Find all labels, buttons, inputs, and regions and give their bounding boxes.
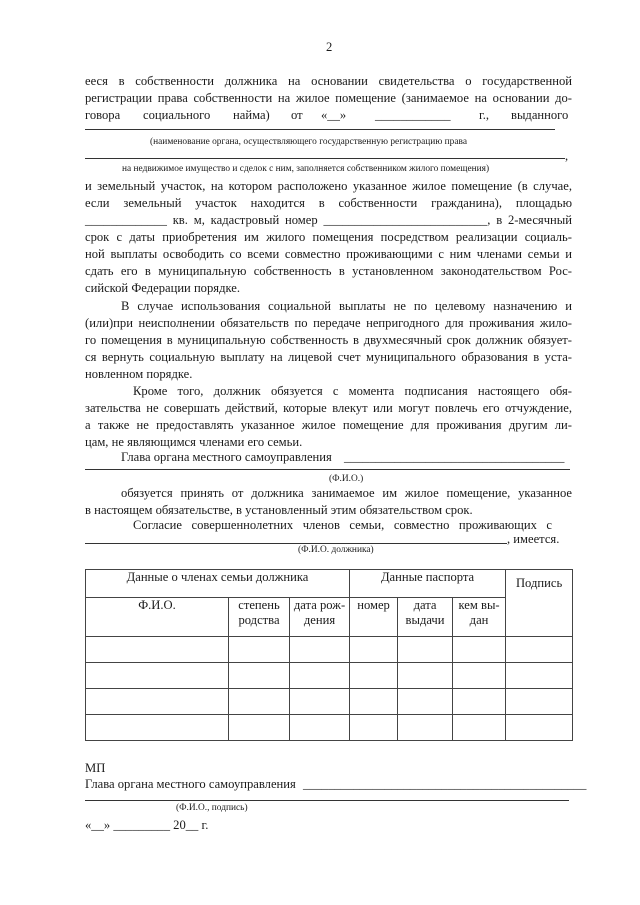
footer-signature-line: [85, 800, 569, 801]
table-cell: [350, 689, 398, 715]
para1-line8: срок с даты приобретения им жилого помещения посредством реализации социаль-: [85, 230, 572, 244]
footer-head-field: _____________________________________________: [303, 777, 587, 791]
para3-line2: зательства не совершать действий, которые влекут или могут повлечь его отчуждение,: [85, 401, 572, 415]
table-cell: [398, 637, 453, 663]
para4-line1: обязуется принять от должника занимаемое им жилое помещение, указанное: [121, 486, 572, 500]
table-cell: [229, 689, 290, 715]
header-relation: [229, 598, 290, 637]
from-word: от: [291, 108, 303, 122]
footer-date-line: «__» _________ 20__ г.: [85, 818, 209, 832]
fio-caption: (Ф.И.О.): [329, 474, 364, 484]
table-cell: [350, 663, 398, 689]
header-passport-data: Данные паспорта: [350, 570, 506, 598]
header-issued-by: [453, 598, 506, 637]
caption-real-estate: на недвижимое имущество и сделок с ним, заполняется собственником жилого помещения): [122, 164, 490, 174]
table-cell: [506, 715, 573, 741]
table-cell: [398, 689, 453, 715]
para3-line4: цам, не являющимся членами его семьи.: [85, 435, 303, 449]
table-cell: [86, 689, 229, 715]
table-cell: [229, 715, 290, 741]
year-abbr: г.,: [479, 108, 490, 122]
day-field: «__»: [321, 108, 347, 122]
table-header-row-2: [86, 598, 573, 637]
head-field: ___________________________________: [344, 450, 565, 464]
footer-caption: (Ф.И.О., подпись): [176, 803, 248, 813]
table-row: [86, 689, 573, 715]
para1-line3: [85, 107, 572, 124]
para2-line2: (или)при неисполнении обязательств по передаче непригодного для проживания жило-: [85, 316, 572, 330]
page-number: 2: [326, 40, 333, 54]
table-cell: [86, 637, 229, 663]
birth-l1: дата рож-: [293, 598, 346, 612]
caption-registration-organ: (наименование органа, осуществляющего государственную регистрацию права: [150, 137, 467, 147]
header-signature: Подпись: [506, 570, 573, 637]
month-year-field: ____________: [375, 108, 451, 122]
stamp-place: МП: [85, 761, 106, 775]
para2-line3: го помещения в муниципальную собственность в двухмесячный срок должник обязует-: [85, 333, 572, 347]
para3-line3: а также не предоставлять указанное жилое помещение для проживания другим ли-: [85, 418, 572, 432]
para1-line10: сдать его в муниципальную собственность в установленном законодательством Рос-: [85, 264, 572, 278]
para1-line6: если земельный участок находится в собственности гражданина), площадью: [85, 196, 572, 210]
para1-line11: сийской Федерации порядке.: [85, 281, 241, 295]
table-cell: [290, 715, 350, 741]
fio-line: [85, 469, 570, 470]
debtor-fio-line: [85, 543, 507, 544]
para1-line5: и земельный участок, на котором расположено указанное жилое помещение (в случае,: [85, 179, 572, 193]
table-cell: [229, 637, 290, 663]
table-row: [86, 663, 573, 689]
issue-l1: дата: [413, 598, 437, 612]
relation-l1: степень: [238, 598, 280, 612]
registration-organ-line: [85, 129, 555, 130]
table-cell: [506, 689, 573, 715]
header-number: номер: [350, 598, 398, 637]
table-cell: [86, 715, 229, 741]
table-cell: [506, 663, 573, 689]
table-cell: [453, 663, 506, 689]
para2-line4: ся вернуть социальную выплату на лицевой счет муниципального образования в уста-: [85, 350, 572, 364]
footer-head-label: Глава органа местного самоуправления: [85, 777, 296, 791]
table-cell: [398, 715, 453, 741]
social-word: социального: [143, 108, 211, 122]
para1-line9: ной выплаты освободить со всеми совместно проживающими с ним членами семьи и: [85, 247, 572, 261]
table-cell: [453, 637, 506, 663]
para1-line7: _____________ кв. м, кадастровый номер __________________________, в 2-месячный: [85, 213, 572, 227]
consent-line1: Согласие совершеннолетних членов семьи, совместно проживающих с: [133, 518, 552, 532]
issue-l2: выдачи: [405, 613, 445, 627]
head-label: Глава органа местного самоуправления: [121, 450, 332, 464]
registration-organ-line-2: [85, 158, 565, 159]
para3-line1: Кроме того, должник обязуется с момента подписания настоящего обя-: [133, 384, 572, 398]
family-members-table: [85, 569, 573, 741]
para2-line1: В случае использования социальной выплаты не по целевому назначению и: [121, 299, 572, 313]
line-end-comma: ,: [565, 149, 569, 163]
header-issue-date: [398, 598, 453, 637]
rent-word: найма): [233, 108, 270, 122]
table-row: [86, 637, 573, 663]
issued-word: выданного: [511, 108, 569, 122]
para2-line5: новленном порядке.: [85, 367, 193, 381]
para1-line2: регистрации права собственности на жилое помещение (занимаемое на основании до-: [85, 91, 572, 105]
table-header-row-1: [86, 570, 573, 598]
debtor-fio-caption: (Ф.И.О. должника): [298, 545, 374, 555]
table-cell: [290, 663, 350, 689]
table-cell: [86, 663, 229, 689]
table-cell: [290, 689, 350, 715]
para4-line2: в настоящем обязательстве, в установленный этим обязательством срок.: [85, 503, 473, 517]
para1-line1: ееся в собственности должника на основании свидетельства о государственной: [85, 74, 572, 88]
issuedby-l2: дан: [469, 613, 489, 627]
header-fio: Ф.И.О.: [86, 598, 229, 637]
table-cell: [506, 637, 573, 663]
table-cell: [398, 663, 453, 689]
table-cell: [290, 637, 350, 663]
contract-word: говора: [85, 108, 121, 122]
issuedby-l1: кем вы-: [458, 598, 500, 612]
birth-l2: дения: [303, 613, 336, 627]
table-cell: [350, 715, 398, 741]
table-cell: [453, 715, 506, 741]
table-cell: [350, 637, 398, 663]
table-cell: [229, 663, 290, 689]
consent-line2-end: , имеется.: [507, 532, 560, 546]
header-family-data: Данные о членах семьи должника: [86, 570, 350, 598]
relation-l2: родства: [238, 613, 280, 627]
table-row: [86, 715, 573, 741]
table-cell: [453, 689, 506, 715]
header-birth-date: [290, 598, 350, 637]
